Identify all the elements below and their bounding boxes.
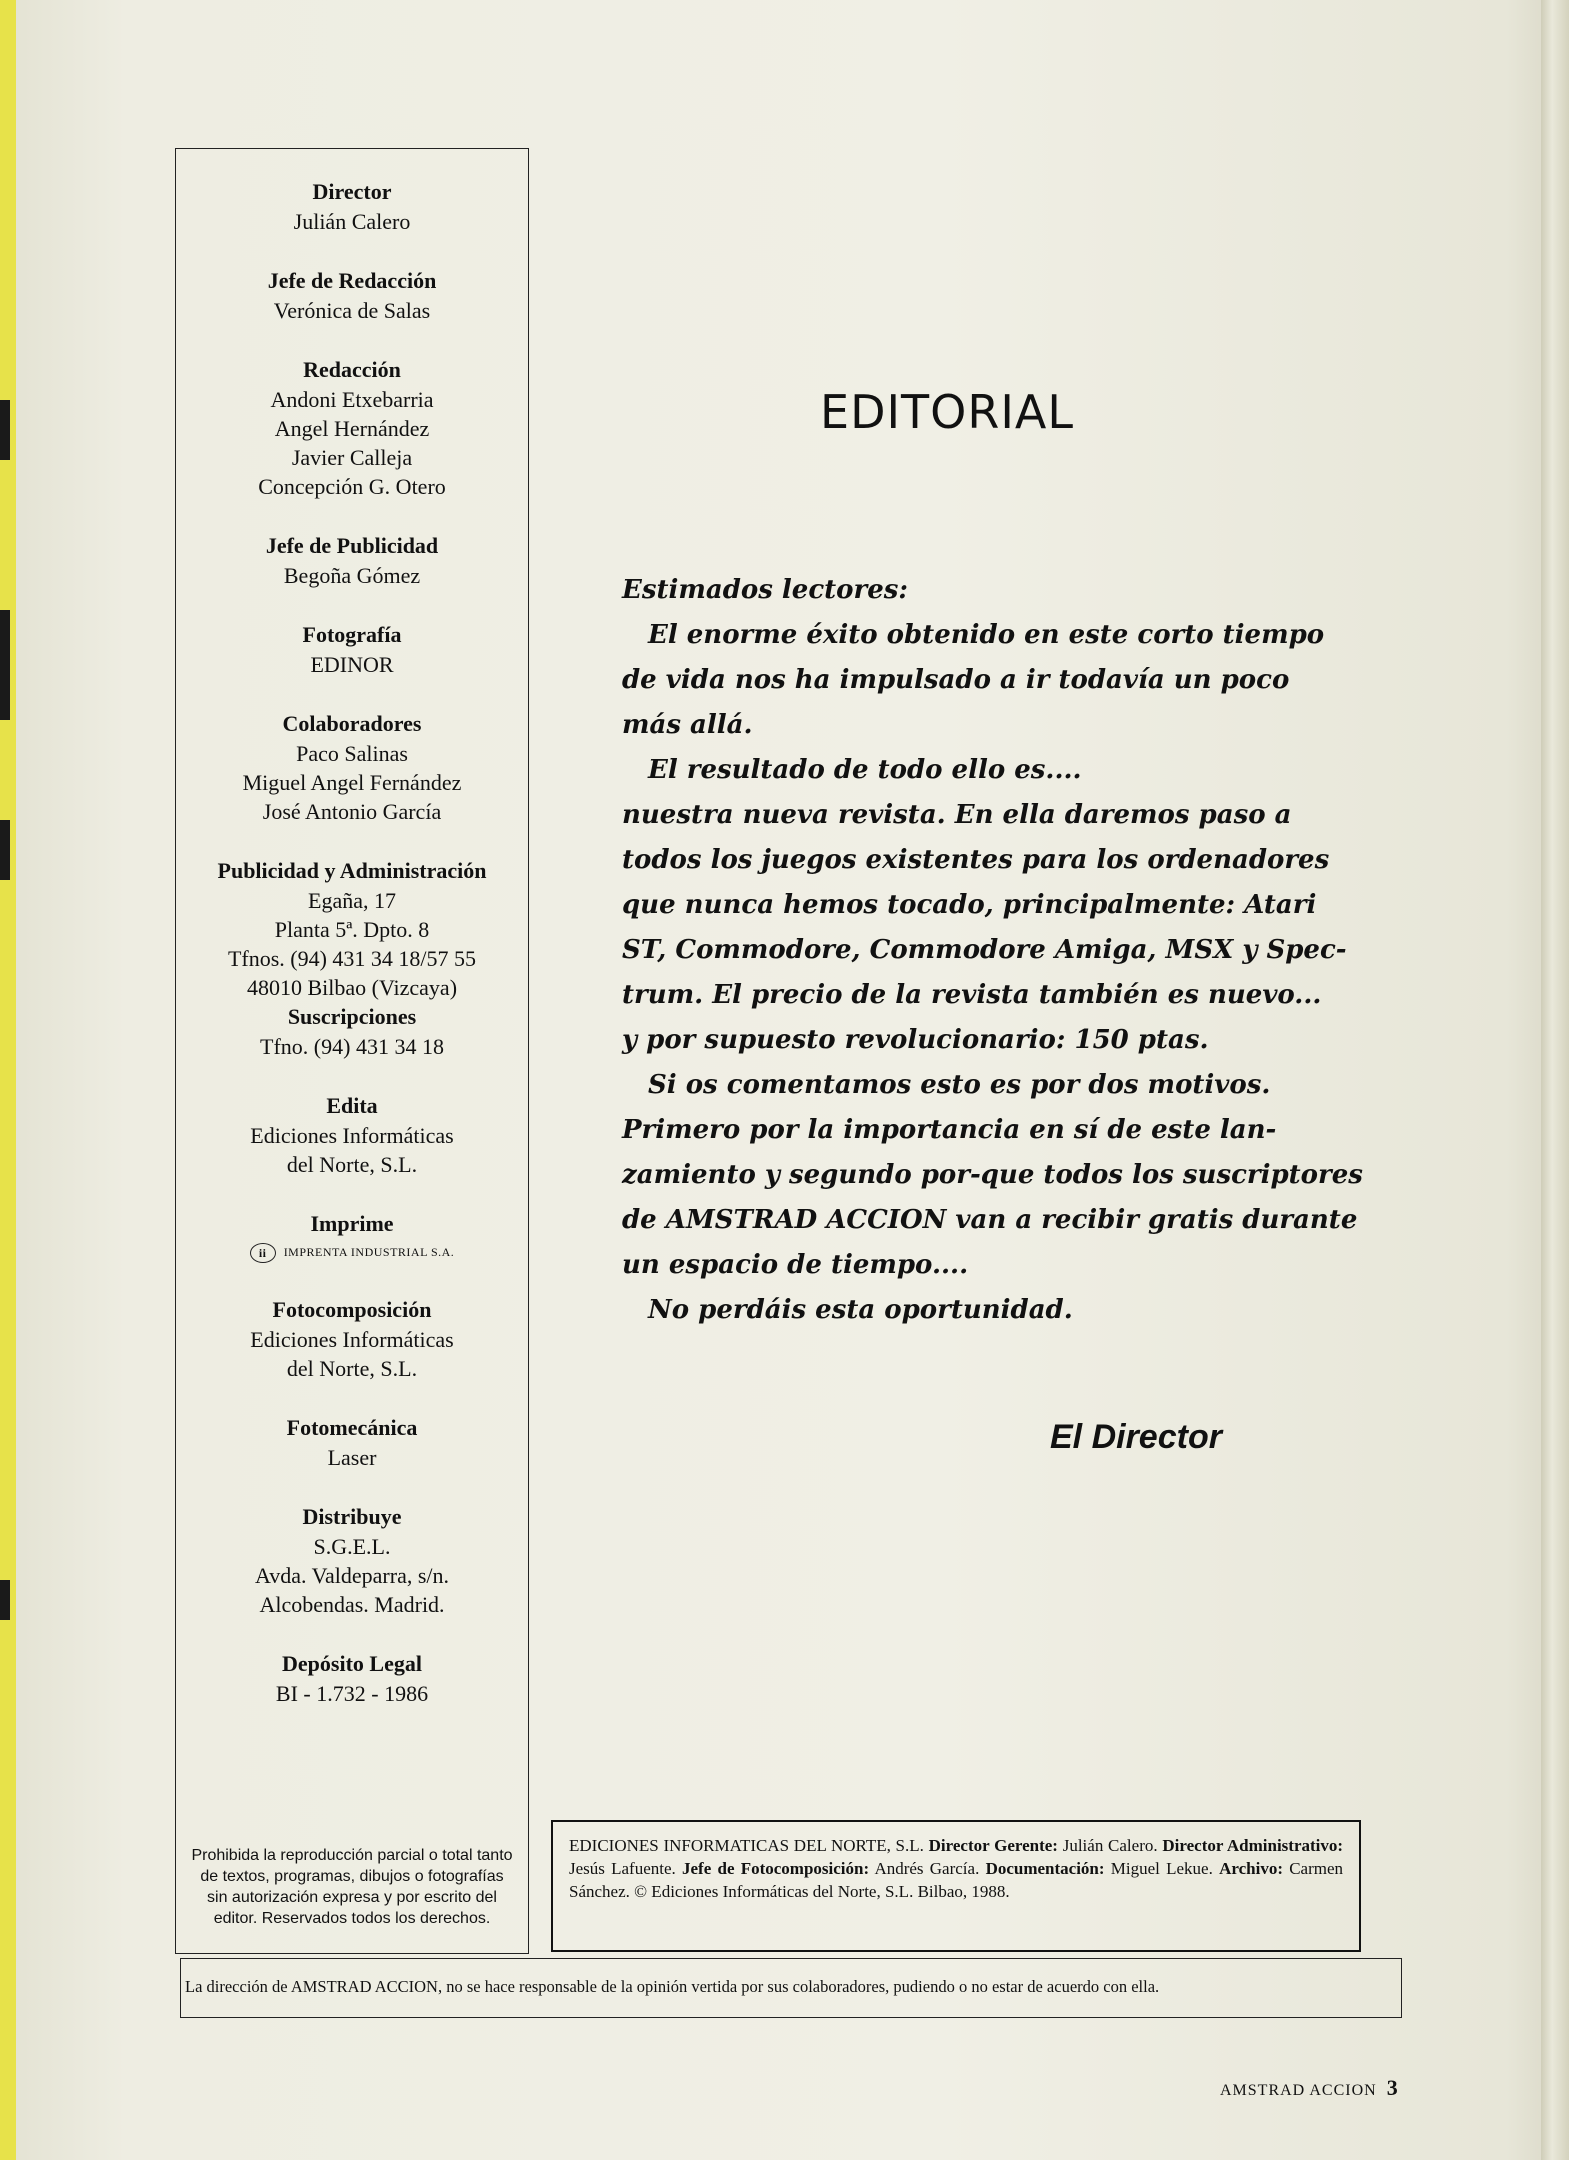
staff-heading: Director bbox=[312, 179, 392, 204]
credit-name: Carmen Sánchez. bbox=[569, 1859, 1344, 1901]
imprenta-line bbox=[176, 1239, 528, 1265]
staff-line: Concepción G. Otero bbox=[258, 474, 446, 499]
credits-copyright: © Ediciones Informáticas del Norte, S.L. Bilbao, 1988. bbox=[634, 1882, 1010, 1901]
staff-section bbox=[176, 149, 528, 236]
staff-line: José Antonio García bbox=[262, 799, 442, 824]
responsibility-notice: La dirección de AMSTRAD ACCION, no se hace responsable de la opinión vertida por sus colaboradores, pudiendo o no estar de acuerdo con ella. bbox=[180, 1958, 1402, 2018]
staff-heading: Imprime bbox=[310, 1211, 394, 1236]
staff-line: Javier Calleja bbox=[291, 445, 413, 470]
staff-section bbox=[176, 1061, 528, 1179]
letter-line: El enorme éxito obtenido en este corto tiempo bbox=[648, 620, 1325, 650]
staff-line: del Norte, S.L. bbox=[286, 1152, 418, 1177]
staff-heading: Suscripciones bbox=[287, 1004, 417, 1029]
staff-line: 48010 Bilbao (Vizcaya) bbox=[246, 975, 458, 1000]
credit-role: Archivo: bbox=[1219, 1859, 1283, 1878]
staff-section bbox=[176, 826, 528, 1002]
staff-heading: Distribuye bbox=[302, 1504, 402, 1529]
credit-name: Miguel Lekue. bbox=[1110, 1859, 1213, 1878]
letter-line: trum. El precio de la revista también es nuevo... bbox=[622, 980, 1322, 1010]
imprenta-logo-icon: ii bbox=[250, 1243, 276, 1263]
staff-section bbox=[176, 501, 528, 590]
spine-mark bbox=[0, 610, 10, 720]
spine-mark bbox=[0, 820, 10, 880]
staff-heading: Publicidad y Administración bbox=[217, 858, 487, 883]
staff-heading: Colaboradores bbox=[282, 711, 422, 736]
credits-company: EDICIONES INFORMATICAS DEL NORTE, S.L. bbox=[569, 1836, 924, 1855]
letter-line: un espacio de tiempo.... bbox=[622, 1250, 969, 1280]
staff-section bbox=[176, 679, 528, 826]
staff-section bbox=[176, 236, 528, 325]
staff-line: BI - 1.732 - 1986 bbox=[275, 1681, 429, 1706]
letter-line: que nunca hemos tocado, principalmente: Atari bbox=[622, 890, 1317, 920]
staff-line: Laser bbox=[327, 1445, 377, 1470]
staff-line: Begoña Gómez bbox=[283, 563, 421, 588]
staff-line: Angel Hernández bbox=[274, 416, 430, 441]
credit-role: Jefe de Fotocomposición: bbox=[682, 1859, 870, 1878]
letter-line: todos los juegos existentes para los ordenadores bbox=[622, 845, 1330, 875]
staff-section bbox=[176, 1002, 528, 1061]
letter-line: ST, Commodore, Commodore Amiga, MSX y Spec- bbox=[622, 935, 1347, 965]
letter-line: más allá. bbox=[622, 710, 753, 740]
letter-line: zamiento y segundo por-que todos los suscriptores bbox=[622, 1160, 1363, 1190]
imprenta-name: IMPRENTA INDUSTRIAL S.A. bbox=[283, 1245, 455, 1259]
letter-line: de vida nos ha impulsado a ir todavía un poco bbox=[622, 665, 1290, 695]
spine-mark bbox=[0, 1580, 10, 1620]
staff-line: Alcobendas. Madrid. bbox=[259, 1592, 445, 1617]
staff-line: Tfnos. (94) 431 34 18/57 55 bbox=[227, 946, 477, 971]
page-spine bbox=[0, 0, 16, 2160]
page-edge bbox=[1541, 0, 1569, 2160]
staff-line: S.G.E.L. bbox=[313, 1534, 391, 1559]
staff-heading: Fotografía bbox=[302, 622, 402, 647]
letter-line: No perdáis esta oportunidad. bbox=[648, 1295, 1073, 1325]
credit-name: Andrés García. bbox=[874, 1859, 980, 1878]
staff-section bbox=[176, 1179, 528, 1265]
staff-line: Verónica de Salas bbox=[273, 298, 431, 323]
staff-box bbox=[175, 148, 529, 1954]
staff-section bbox=[176, 1619, 528, 1708]
staff-line: Planta 5ª. Dpto. 8 bbox=[274, 917, 430, 942]
staff-line: Tfno. (94) 431 34 18 bbox=[260, 1034, 444, 1059]
credit-role: Director Administrativo: bbox=[1162, 1836, 1344, 1855]
staff-line: Miguel Angel Fernández bbox=[242, 770, 462, 795]
staff-heading: Jefe de Redacción bbox=[267, 268, 437, 293]
staff-heading: Fotocomposición bbox=[272, 1297, 432, 1322]
staff-list bbox=[176, 149, 528, 1708]
staff-section bbox=[176, 1265, 528, 1383]
page-footer bbox=[1220, 2075, 1399, 2101]
letter-line: El resultado de todo ello es.... bbox=[648, 755, 1082, 785]
editorial-signature: El Director bbox=[1050, 1418, 1222, 1456]
credit-role: Documentación: bbox=[985, 1859, 1105, 1878]
letter-line: Estimados lectores: bbox=[622, 575, 908, 605]
letter-line: y por supuesto revolucionario: 150 ptas. bbox=[622, 1025, 1209, 1055]
credit-name: Julián Calero. bbox=[1062, 1836, 1158, 1855]
staff-heading: Redacción bbox=[303, 357, 401, 382]
copyright-disclaimer: Prohibida la reproducción parcial o total tanto de textos, programas, dibujos o fotografías sin autorización expresa y por escrito del editor. Reservados todos los derechos. bbox=[191, 1847, 513, 1927]
letter-line: Primero por la importancia en sí de este lan- bbox=[622, 1115, 1277, 1145]
credit-name: Jesús Lafuente. bbox=[569, 1859, 676, 1878]
credits-box bbox=[551, 1820, 1361, 1952]
spine-mark bbox=[0, 400, 10, 460]
staff-line: Andoni Etxebarria bbox=[270, 387, 434, 412]
staff-line: Egaña, 17 bbox=[308, 888, 396, 913]
staff-line: Julián Calero bbox=[293, 209, 411, 234]
credit-role: Director Gerente: bbox=[928, 1836, 1058, 1855]
staff-line: EDINOR bbox=[310, 652, 394, 677]
staff-heading: Fotomecánica bbox=[286, 1415, 418, 1440]
footer-magazine: AMSTRAD ACCION bbox=[1220, 2082, 1377, 2099]
staff-heading: Depósito Legal bbox=[282, 1651, 422, 1676]
staff-heading: Jefe de Publicidad bbox=[265, 533, 439, 558]
staff-section bbox=[176, 1472, 528, 1619]
staff-section bbox=[176, 1383, 528, 1472]
staff-heading: Edita bbox=[326, 1093, 378, 1118]
letter-line: de AMSTRAD ACCION van a recibir gratis durante bbox=[622, 1205, 1358, 1235]
staff-section bbox=[176, 590, 528, 679]
staff-line: Paco Salinas bbox=[296, 741, 408, 766]
staff-line: Avda. Valdeparra, s/n. bbox=[254, 1563, 450, 1588]
staff-section bbox=[176, 325, 528, 501]
letter-line: nuestra nueva revista. En ella daremos paso a bbox=[622, 800, 1292, 830]
editorial-letter bbox=[622, 568, 1363, 1333]
editorial-title: EDITORIAL bbox=[820, 385, 1074, 439]
staff-line: del Norte, S.L. bbox=[286, 1356, 418, 1381]
page-number: 3 bbox=[1386, 2075, 1399, 2100]
letter-line: Si os comentamos esto es por dos motivos. bbox=[648, 1070, 1271, 1100]
staff-line: Ediciones Informáticas bbox=[250, 1123, 454, 1148]
staff-line: Ediciones Informáticas bbox=[250, 1327, 454, 1352]
